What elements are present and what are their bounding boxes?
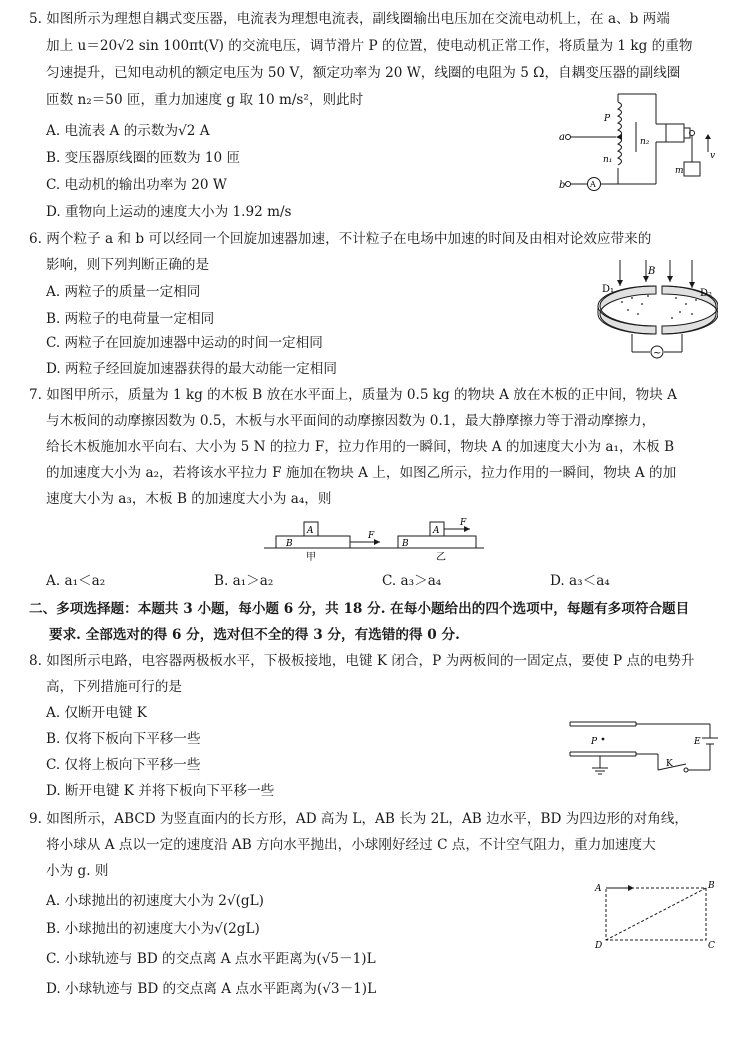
label-b: b	[559, 180, 566, 191]
ammeter-label: A	[590, 180, 596, 189]
label-p: P	[591, 737, 598, 747]
label-k: K	[666, 759, 673, 769]
q5-stem-line: 加上 u＝20√2 sin 100πt(V) 的交流电压，调节滑片 P 的位置，使电动机正常工作，将质量为 1 kg 的重物	[46, 38, 693, 54]
section-2-line: 要求. 全部选对的得 6 分，选对但不全的得 3 分，有选错的得 0 分.	[49, 627, 460, 643]
block-a-label: A	[307, 526, 314, 536]
q6-stem-line: 影响，则下列判断正确的是	[46, 257, 210, 273]
plank-b-label: B	[286, 539, 293, 549]
q9-stem-line: 小为 g. 则	[46, 863, 109, 879]
q9-option-c: C. 小球轨迹与 BD 的交点离 A 点水平距离为(√5－1)L	[46, 951, 376, 967]
q6-option-d: D. 两粒子经回旋加速器获得的最大动能一定相同	[46, 361, 337, 377]
label-a: a	[559, 132, 565, 143]
q9-stem-line: 9. 如图所示，ABCD 为竖直面内的长方形，AD 高为 L，AB 长为 2L，AB 边水平，BD 为四边形的对角线，	[29, 811, 689, 827]
q9-stem-line: 将小球从 A 点以一定的速度沿 AB 方向水平抛出，小球刚好经过 C 点，不计空气阻力，重力加速度大	[46, 837, 656, 853]
q7-option-d: D. a₃＜a₄	[550, 573, 610, 589]
label-e: E	[694, 737, 701, 747]
figure-yi-label: 乙	[436, 552, 446, 562]
q9-option-b: B. 小球抛出的初速度大小为√(2gL)	[46, 921, 260, 937]
corner-d: D	[595, 941, 603, 950]
capacitor-circuit-figure	[566, 704, 718, 796]
q7-option-b: B. a₁＞a₂	[214, 573, 274, 589]
q7-stem-line: 的加速度大小为 a₂，若将该水平拉力 F 施加在物块 A 上，如图乙所示，拉力作用的一瞬间，物块 A 的加	[46, 465, 677, 481]
label-v: v	[710, 151, 716, 161]
q5-option-c: C. 电动机的输出功率为 20 W	[46, 177, 227, 193]
q5-stem-line: 匝数 n₂＝50 匝，重力加速度 g 取 10 m/s²，则此时	[46, 92, 364, 108]
q5-option-a: A. 电流表 A 的示数为√2 A	[46, 123, 210, 139]
rectangle-projectile-figure	[594, 878, 718, 950]
q6-option-c: C. 两粒子在回旋加速器中运动的时间一定相同	[46, 335, 323, 351]
slider-arrow	[616, 134, 622, 140]
q5-option-d: D. 重物向上运动的速度大小为 1.92 m/s	[46, 204, 292, 220]
force-f-label: F	[368, 531, 375, 541]
plank-b-label: B	[402, 539, 409, 549]
q9-option-d: D. 小球轨迹与 BD 的交点离 A 点水平距离为(√3－1)L	[46, 981, 377, 997]
q7-option-a: A. a₁＜a₂	[46, 573, 106, 589]
figure-jia-label: 甲	[306, 552, 316, 562]
autotransformer-figure	[558, 88, 718, 196]
corner-c: C	[708, 941, 715, 950]
q6-option-a: A. 两粒子的质量一定相同	[46, 284, 201, 300]
point-p	[602, 738, 605, 741]
q8-stem-line: 高，下列措施可行的是	[46, 679, 182, 695]
q8-option-b: B. 仅将下板向下平移一些	[46, 731, 201, 747]
q8-stem-line: 8. 如图所示电路，电容器两极板水平，下极板接地，电键 K 闭合，P 为两板间的一固定点，要使 P 点的电势升	[29, 653, 695, 669]
q7-option-c: C. a₃＞a₄	[382, 573, 442, 589]
label-d2: D₂	[700, 288, 713, 299]
label-n1: n₁	[603, 155, 613, 165]
corner-a: A	[595, 884, 602, 894]
q5-stem-line: 匀速提升，已知电动机的额定电压为 50 V，额定功率为 20 W，线圈的电阻为 5 Ω，自耦变压器的副线圈	[46, 65, 681, 81]
plank-block-figure	[264, 516, 484, 562]
q6-option-b: B. 两粒子的电荷量一定相同	[46, 311, 215, 327]
block-a-label: A	[433, 526, 440, 536]
label-p: P	[604, 114, 611, 124]
q7-stem-line: 给长木板施加水平向右、大小为 5 N 的拉力 F，拉力作用的一瞬间，物块 A 的加速度大小为 a₁，木板 B	[46, 439, 675, 455]
section-2-line: 二、多项选择题：本题共 3 小题，每小题 6 分，共 18 分. 在每小题给出的四个选项中，每题有多项符合题目	[29, 601, 690, 617]
q8-option-c: C. 仅将上板向下平移一些	[46, 757, 201, 773]
label-m: m	[675, 166, 684, 176]
label-d1: D₁	[602, 284, 615, 295]
ac-source-label: ~	[653, 348, 662, 359]
corner-b: B	[708, 881, 715, 891]
label-n2: n₂	[640, 137, 650, 147]
q5-stem-line: 5. 如图所示为理想自耦式变压器，电流表为理想电流表，副线圈输出电压加在交流电动机上，在 a、b 两端	[29, 11, 670, 27]
q7-stem-line: 速度大小为 a₃，木板 B 的加速度大小为 a₄，则	[46, 491, 332, 507]
q5-option-b: B. 变压器原线圈的匝数为 10 匝	[46, 150, 241, 166]
q8-option-d: D. 断开电键 K 并将下板向下平移一些	[46, 783, 275, 799]
cyclotron-figure	[592, 256, 718, 364]
q9-option-a: A. 小球抛出的初速度大小为 2√(gL)	[46, 893, 264, 909]
force-f-label: F	[460, 518, 467, 528]
label-b-field: B	[648, 266, 656, 277]
q7-stem-line: 7. 如图甲所示，质量为 1 kg 的木板 B 放在水平面上，质量为 0.5 kg 的物块 A 放在木板的正中间，物块 A	[29, 387, 677, 403]
velocity-arrow	[705, 134, 711, 139]
q7-stem-line: 与木板间的动摩擦因数为 0.5，木板与水平面间的动摩擦因数为 0.1，最大静摩擦力等于滑动摩擦力，	[46, 413, 656, 429]
q6-stem-line: 6. 两个粒子 a 和 b 可以经同一个回旋加速器加速，不计粒子在电场中加速的时间及由相对论效应带来的	[29, 231, 652, 247]
q8-option-a: A. 仅断开电键 K	[46, 705, 147, 721]
